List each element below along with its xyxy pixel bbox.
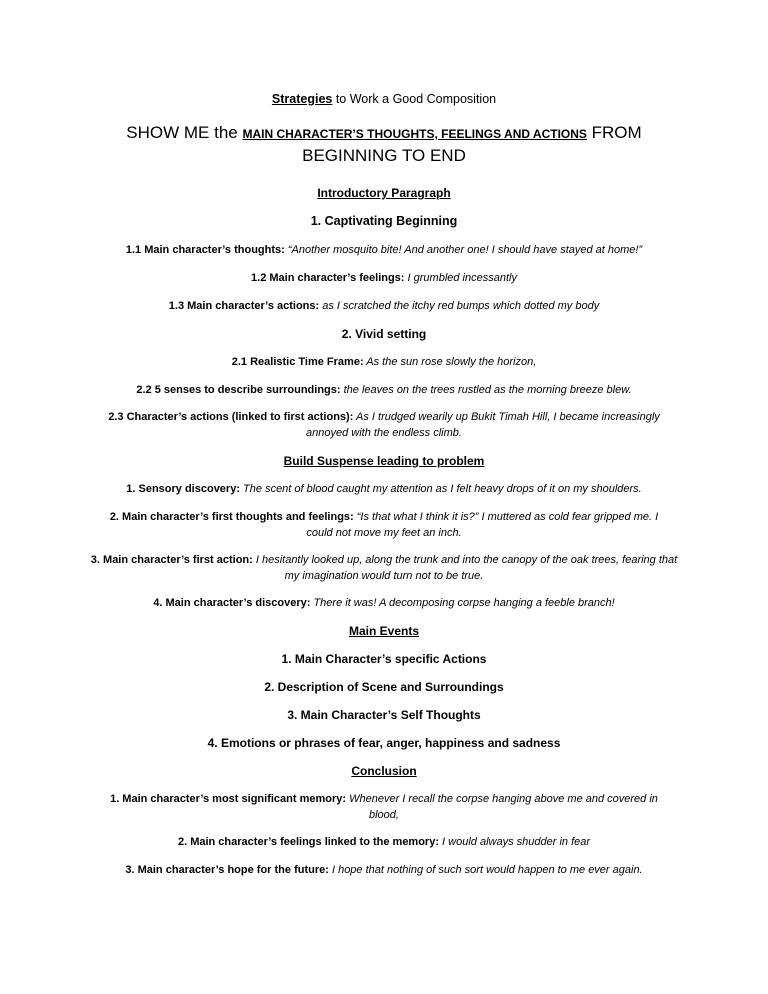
- main-events-item-1: 1. Main Character’s specific Actions: [281, 652, 487, 666]
- suspense-heading: Build Suspense leading to problem: [283, 454, 485, 468]
- subtitle-lead: SHOW ME the: [126, 123, 243, 142]
- intro-item-2-1: 2.1 Realistic Time Frame: As the sun rose slowly the horizon,: [231, 356, 537, 368]
- intro-section-2: 2. Vivid setting: [341, 327, 427, 341]
- intro-item-2-2: 2.2 5 senses to describe surroundings: the leaves on the trees rustled as the morning breeze blew.: [136, 384, 632, 396]
- main-events-item-2: 2. Description of Scene and Surroundings: [264, 680, 504, 694]
- suspense-item-3: 3. Main character’s first action: I hesitantly looked up, along the trunk and into the canopy of the oak trees, fearing that my imagination would turn not to be true.: [90, 554, 678, 582]
- suspense-item-4: 4. Main character’s discovery: There it was! A decomposing corpse hanging a feeble branch!: [153, 597, 615, 609]
- intro-item-2-3: 2.3 Character’s actions (linked to first actions): As I trudged wearily up Bukit Timah Hill, I became increasingly annoyed with the endless climb.: [108, 411, 660, 439]
- intro-section-1: 1. Captivating Beginning: [310, 214, 458, 228]
- suspense-item-2: 2. Main character’s first thoughts and feelings: “Is that what I think it is?” I muttered as cold fear gripped me. I could not move my feet an inch.: [109, 511, 659, 539]
- main-events-item-4: 4. Emotions or phrases of fear, anger, happiness and sadness: [207, 736, 561, 750]
- conclusion-item-3: 3. Main character’s hope for the future: I hope that nothing of such sort would happen to me ever again.: [125, 864, 643, 876]
- conclusion-item-1: 1. Main character’s most significant memory: Whenever I recall the corpse hanging above me and covered in blood,: [110, 793, 658, 821]
- subtitle-tail: FROM BEGINNING TO END: [302, 123, 642, 165]
- intro-item-1-1: 1.1 Main character’s thoughts: “Another mosquito bite! And another one! I should have stayed at home!”: [125, 244, 643, 256]
- conclusion-heading: Conclusion: [351, 764, 417, 778]
- title-rest: to Work a Good Composition: [332, 92, 497, 106]
- document-subtitle: [90, 122, 678, 167]
- main-events-heading: Main Events: [348, 624, 420, 638]
- subtitle-emphasis: MAIN CHARACTER’S THOUGHTS, FEELINGS AND ACTIONS: [242, 127, 587, 141]
- main-events-item-3: 3. Main Character’s Self Thoughts: [287, 708, 481, 722]
- suspense-item-1: 1. Sensory discovery: The scent of blood caught my attention as I felt heavy drops of it on my shoulders.: [126, 483, 642, 495]
- intro-item-1-2: 1.2 Main character’s feelings: I grumbled incessantly: [251, 272, 517, 284]
- intro-item-1-3: 1.3 Main character’s actions: as I scratched the itchy red bumps which dotted my body: [168, 300, 600, 312]
- conclusion-item-2: 2. Main character’s feelings linked to the memory: I would always shudder in fear: [177, 836, 591, 848]
- document-title: [60, 91, 708, 107]
- intro-heading: Introductory Paragraph: [317, 186, 451, 200]
- title-bold: Strategies: [271, 92, 333, 106]
